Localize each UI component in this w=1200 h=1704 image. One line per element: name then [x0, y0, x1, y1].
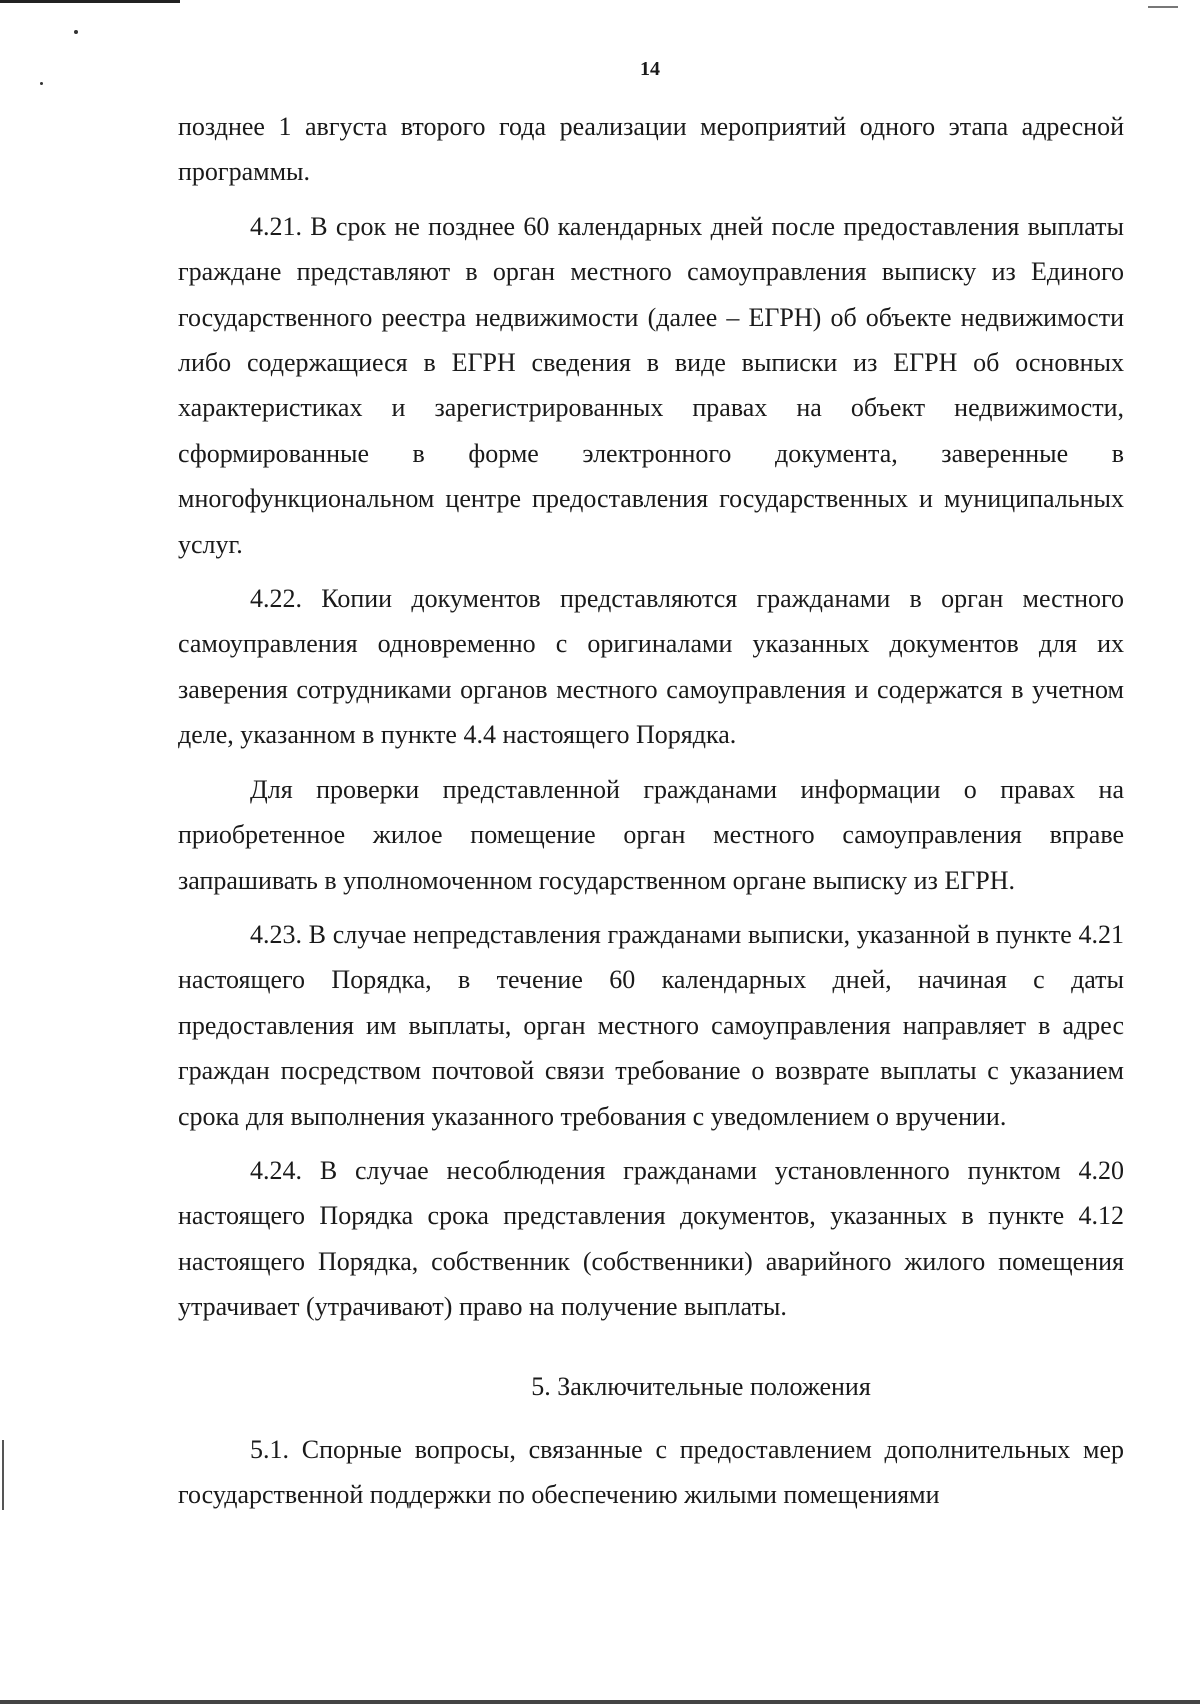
scan-artifact-dot — [74, 30, 78, 34]
page-number: 14 — [640, 58, 660, 80]
paragraph-4-23: 4.23. В случае непредставления гражданами выписки, указанной в пункте 4.21 настоящего Порядка, в течение 60 календарных дней, начиная с даты предоставления им выплаты, орган местного самоуправления направляет в адрес граждан посредством почтовой связи требование о возврате выплаты с указанием срока для выполнения указанного требования с уведомлением о вручении. — [178, 919, 1124, 1131]
paragraph-egrn-check: Для проверки представленной гражданами информации о правах на приобретенное жилое помещение орган местного самоуправления вправе запрашивать в уполномоченном государственном органе выписку из ЕГРН. — [178, 774, 1124, 895]
scan-artifact-corner-mark — [1148, 6, 1178, 8]
paragraph-4-22: 4.22. Копии документов представляются гражданами в орган местного самоуправления одновременно с оригиналами указанных документов для их заверения сотрудниками органов местного самоуправления и содержатся в учетном деле, указанном в пункте 4.4 настоящего Порядка. — [178, 584, 1124, 750]
document-body — [178, 104, 1124, 1518]
paragraph-4-24: 4.24. В случае несоблюдения гражданами установленного пунктом 4.20 настоящего Порядка срока представления документов, указанных в пункте 4.12 настоящего Порядка, собственник (собственники) аварийного жилого помещения утрачивает (утрачивают) право на получение выплаты. — [178, 1155, 1124, 1322]
paragraph-4-21: 4.21. В срок не позднее 60 календарных дней после предоставления выплаты граждане представляют в орган местного самоуправления выписку из Единого государственного реестра недвижимости (далее – ЕГРН) об объекте недвижимости либо содержащиеся в ЕГРН сведения в виде выписки из ЕГРН об основных характеристиках и зарегистрированных правах на объект недвижимости, сформированные в форме электронного документа, заверенные в многофункциональном центре предоставления государственных и муниципальных услуг. — [178, 211, 1124, 559]
paragraph-5-1: 5.1. Спорные вопросы, связанные с предоставлением дополнительных мер государственной поддержки по обеспечению жилыми помещениями — [178, 1434, 1124, 1510]
scan-artifact-left-edge — [2, 1440, 4, 1510]
scan-artifact-top-line — [0, 0, 180, 3]
section-heading: 5. Заключительные положения — [531, 1371, 871, 1401]
scan-artifact-bottom-line — [0, 1700, 1200, 1704]
scan-artifact-dot — [40, 82, 43, 85]
paragraph-continuation: позднее 1 августа второго года реализации мероприятий одного этапа адресной программы. — [178, 112, 1124, 187]
